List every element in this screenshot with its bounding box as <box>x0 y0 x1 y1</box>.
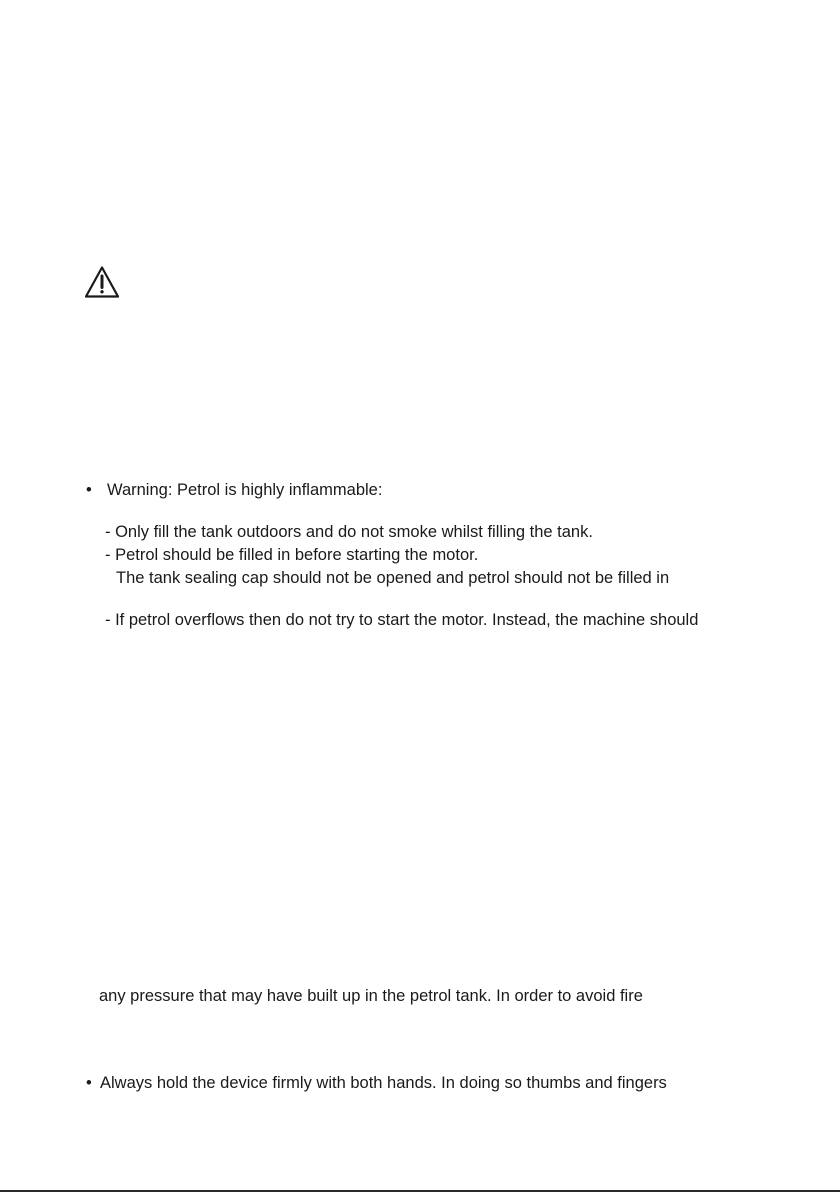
hold-device-line: Always hold the device firmly with both hands. In doing so thumbs and fingers <box>100 1074 667 1092</box>
warning-heading: Warning: Petrol is highly inflammable: <box>107 481 383 499</box>
pressure-fragment-line: any pressure that may have built up in the petrol tank. In order to avoid fire <box>99 987 643 1005</box>
warning-triangle-icon <box>84 265 120 299</box>
warning-line-3: The tank sealing cap should not be opened and petrol should not be filled in <box>116 569 670 587</box>
warning-line-4: - If petrol overflows then do not try to start the motor. Instead, the machine should <box>105 611 699 629</box>
bullet-marker: • <box>86 481 92 499</box>
warning-line-2: - Petrol should be filled in before starting the motor. <box>105 546 479 564</box>
warning-line-1: - Only fill the tank outdoors and do not smoke whilst filling the tank. <box>105 523 593 541</box>
bullet-marker-2: • <box>86 1074 92 1092</box>
